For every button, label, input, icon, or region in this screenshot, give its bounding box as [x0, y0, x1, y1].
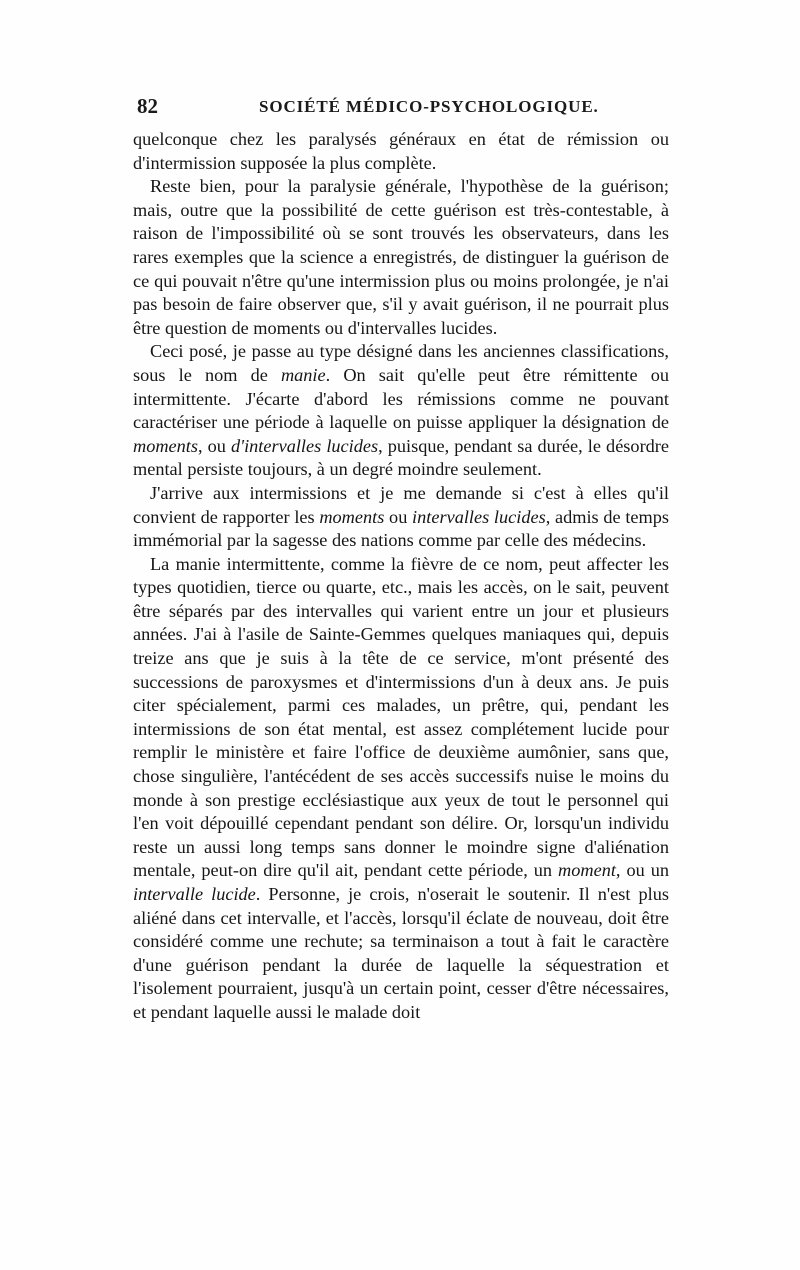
italic-text: d'intervalles lucides: [231, 435, 379, 456]
text-run: ou: [384, 506, 413, 527]
italic-text: moments: [133, 435, 198, 456]
text-run: . Personne, je crois, n'oserait le soutenir. Il n'est plus aliéné dans cet intervalle, et l'accès, lorsqu'il éclate de nouveau, doit être considéré comme une rechute; sa terminaison a tout à fait le caractère d'une guérison pendant la durée de laquelle la séquestration et l'isolement pourraient, jusqu'à un certain point, cesser d'être nécessaires, et pendant laquelle aussi le malade doit: [133, 884, 670, 1022]
paragraph: [133, 482, 669, 553]
paragraph: [133, 553, 669, 1025]
italic-text: moments: [319, 506, 385, 527]
text-run: J'arrive aux intermissions et je me demande si c'est à elles qu'il convient de rapporter les: [133, 482, 669, 527]
paragraph: [133, 128, 669, 175]
italic-text: manie: [280, 364, 326, 385]
italic-text: intervalles lucides: [412, 506, 546, 527]
italic-text: intervalle lucide: [133, 884, 256, 904]
text-run: , admis de temps immémorial par la sagesse des nations comme par celle des médecins.: [133, 506, 670, 551]
text-run: quelconque chez les paralysés généraux en état de rémission ou d'intermission supposée la plus complète.: [133, 129, 669, 173]
page-header: [133, 94, 669, 122]
running-head: SOCIÉTÉ MÉDICO-PSYCHOLOGIQUE.: [259, 97, 599, 116]
paragraph: [133, 340, 669, 482]
text-run: . On sait qu'elle peut être rémittente ou intermittente. J'écarte d'abord les rémissions comme ne pouvant caractériser une période à laquelle on puisse appliquer la désignation de: [133, 364, 669, 433]
body-text: [133, 128, 669, 1025]
text-run: , ou: [198, 435, 232, 456]
page-number: 82: [137, 94, 158, 118]
italic-text: moment: [558, 860, 616, 881]
text-run: La manie intermittente, comme la fièvre de ce nom, peut affecter les types quotidien, tierce ou quarte, etc., mais les accès, on le sait, peuvent être séparés par des intervalles qui varient entre un jour et plusieurs années. J'ai à l'asile de Sainte-Gemmes quelques maniaques qui, depuis treize ans que je suis à la tête de ce service, m'ont présenté des successions de paroxysmes et d'intermissions d'un à deux ans. Je puis citer spécialement, parmi ces malades, un prêtre, qui, pendant les intermissions de son état mental, est assez complétement lucide pour remplir le ministère et faire l'office de deuxième aumônier, sans que, chose singulière, l'antécédent de ses accès successifs nuise le moins du monde à son prestige ecclésiastique aux yeux de tout le personnel qui l'en voit dépouillé cependant pendant son délire. Or, lorsqu'un individu reste un aussi long temps sans donner le moindre signe d'aliénation mentale, peut-on dire qu'il ait, pendant cette période, un: [133, 553, 669, 881]
paragraph: [133, 175, 669, 340]
text-run: , puisque, pendant sa durée, le désordre mental persiste toujours, à un degré moindre seulement.: [133, 435, 669, 480]
text-run: Ceci posé, je passe au type désigné dans les anciennes classifications, sous le nom de: [133, 341, 669, 385]
text-run: Reste bien, pour la paralysie générale, l'hypothèse de la guérison; mais, outre que la possibilité de cette guérison est très-contestable, à raison de l'impossibilité où se sont trouvés les observateurs, dans les rares exemples que la science a enregistrés, de distinguer la guérison de ce qui pouvait n'être qu'une intermission plus ou moins prolongée, je n'ai pas besoin de faire observer que, s'il y avait guérison, il ne pourrait plus être question de moments ou d'intervalles lucides.: [133, 176, 669, 338]
text-run: , ou un: [615, 860, 669, 881]
